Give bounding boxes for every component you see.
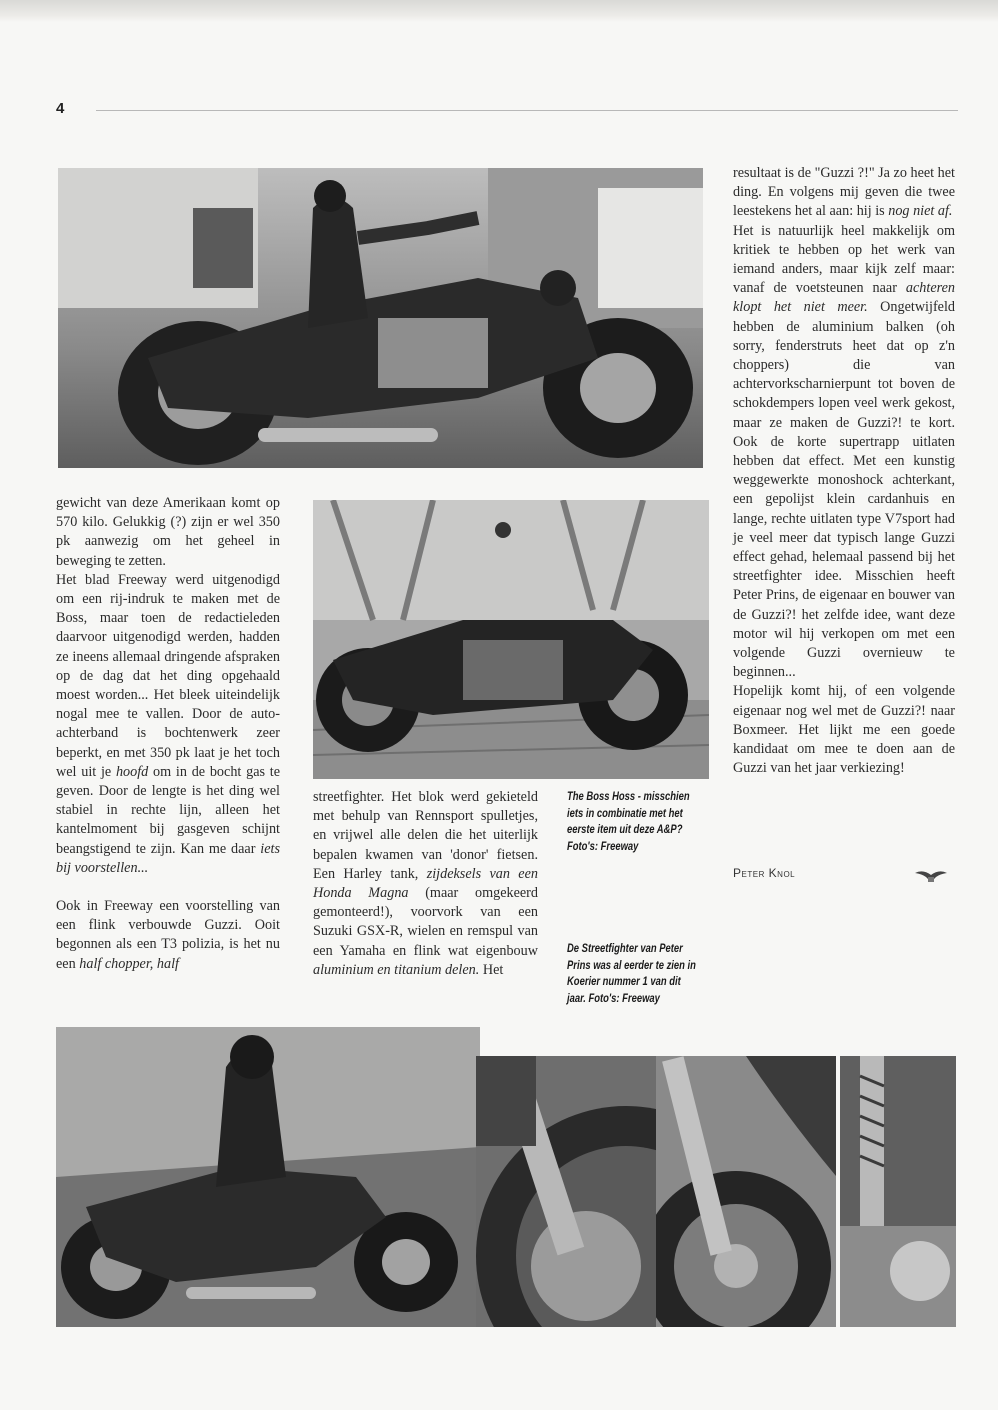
- column-1-paragraph-3: Ook in Freeway een voorstelling van een flink verbouwde Guzzi. Ooit begonnen als een T3 polizia, is het nu een half chopper, half: [56, 898, 280, 972]
- author-name: Peter Knol: [733, 866, 796, 880]
- rear-suspension-detail-photo: [840, 1056, 956, 1327]
- streetfighter-caption: De Streetfighter van Peter Prins was al eerder te zien in Koerier nummer 1 van dit jaar. Foto's: Freeway: [567, 943, 696, 1005]
- front-wheel-detail-photo: [476, 1056, 656, 1327]
- article-column-1: [56, 494, 280, 974]
- header-rule: [96, 110, 958, 111]
- article-column-2: [313, 788, 538, 980]
- article-column-3: [733, 164, 955, 779]
- column-1-paragraph-1: gewicht van deze Amerikaan komt op 570 kilo. Gelukkig (?) zijn er wel 350 pk aanwezig om het geheel in beweging te zetten.: [56, 495, 280, 569]
- page-number: 4: [56, 100, 65, 117]
- column-3-paragraph-1: resultaat is de "Guzzi ?!" Ja zo heet het ding. En volgens mij geven die twee leestekens het al aan: hij is nog niet af.: [733, 165, 955, 220]
- column-3-paragraph-2: Het is natuurlijk heel makkelijk om kritiek te hebben op het werk van iemand anders, maar kijk zelf maar: vanaf de voetsteunen naar achteren klopt het niet meer. Ongetwijfeld hebben de aluminium balken (oh sorry, fenderstruts heet dat op z'n choppers) die van achtervorkscharnierpunt tot boven de schokdempers lopen veel werk gekost, maar ze maken de Guzzi?! te kort. Ook de korte supertrapp uitlaten hebben dat effect. Met een kunstig weggewerkte monoshock achterkant, een gepolijst klein cardanhuis en lange, rechte uitlaten type V7sport had je veel meer dat typisch lange Guzzi effect gehad, helemaal passend bij het streetfighter idee. Misschien heeft Peter Prins, de eigenaar en bouwer van de Guzzi?! het zelfde idee, want deze motor wil hij verkopen om met een volgende Guzzi overnieuw te beginnen...: [733, 222, 956, 681]
- eagle-logo-icon: [914, 868, 948, 886]
- column-2-paragraph-1: streetfighter. Het blok werd gekieteld met behulp van Rennsport spulletjes, en vrijwel alle delen die het uiterlijk bepalen kwamen van 'donor' fietsen. Een Harley tank, zijdeksels van een Honda Magna (maar omgekeerd gemonteerd!), voorvork van een Suzuki GSX-R, wielen en remspul van een Yamaha en flink wat eigenbouw aluminium en titanium delen. Het: [313, 789, 538, 978]
- boss-hoss-parked-photo: [313, 500, 709, 779]
- boss-hoss-caption: The Boss Hoss - misschien iets in combinatie met het eerste item uit deze A&P? Foto's: Freeway: [567, 791, 690, 853]
- streetfighter-riding-photo: [56, 1027, 480, 1327]
- column-1-paragraph-2: Het blad Freeway werd uitgenodigd om een rij-indruk te maken met de Boss, maar toen de redactieleden daarvoor uitgenodigd werden, hadden ze ineens allemaal dringende afspraken op de dag dat het ding opgehaald moest worden... Het bleek uiteindelijk nogal mee te vallen. Door de auto-achterband is bochtenwerk zeer beperkt, en met 350 pk laat je het toch wel uit je hoofd om in de bocht gas te geven. Door de lengte is het ding wel stabiel in rechte lijn, alleen het kantelmoment bij gasgeven schijnt beangstigend te zijn. Kan me daar iets bij voorstellen...: [56, 571, 280, 876]
- top-band: [0, 0, 998, 22]
- front-fork-detail-photo: [656, 1056, 836, 1327]
- boss-hoss-riding-photo: [58, 168, 703, 468]
- column-3-paragraph-3: Hopelijk komt hij, of een volgende eigenaar nog wel met de Guzzi?! naar Boxmeer. Het lijkt me een goede kandidaat om mee te doen aan de Guzzi van het jaar verkiezing!: [733, 683, 955, 777]
